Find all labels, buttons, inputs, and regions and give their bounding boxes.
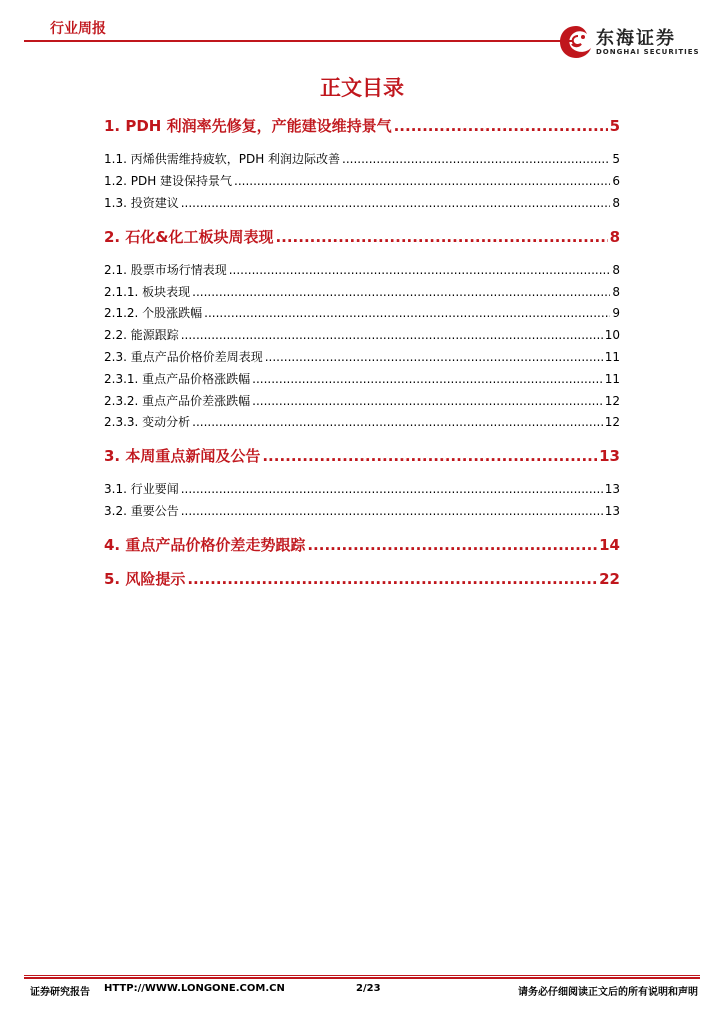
toc-leader-dots (394, 117, 608, 135)
toc-entry-page: 9 (612, 306, 620, 320)
toc-entry-title: 2.1.1. 板块表现 (104, 285, 191, 299)
toc-entry-page: 8 (612, 263, 620, 277)
footer-page-number: 2/23 (356, 983, 381, 994)
dragon-logo-icon (556, 22, 596, 62)
footer-disclaimer: 请务必仔细阅读正文后的所有说明和声明 (518, 987, 698, 998)
toc-entry-page: 10 (604, 328, 620, 342)
toc-leader-dots (252, 372, 603, 386)
toc-leader-dots (262, 447, 597, 465)
toc-entry-title: 2.3.1. 重点产品价格涨跌幅 (104, 372, 251, 386)
toc-entry-page: 11 (604, 350, 620, 364)
toc-leader-dots (181, 482, 603, 496)
toc-entry-title: 2.3.3. 变动分析 (104, 415, 191, 429)
toc-entry-title: 2. 石化&化工板块周表现 (104, 228, 274, 246)
toc-leader-dots (229, 263, 611, 277)
toc-entry-page: 13 (604, 504, 620, 518)
footer-report-label: 证券研究报告 (30, 987, 90, 998)
toc-leader-dots (275, 228, 607, 246)
toc-entry-page: 8 (612, 196, 620, 210)
toc-entry-page: 6 (612, 174, 620, 188)
toc-entry[interactable] (104, 226, 620, 247)
toc-entry-title: 1.1. 丙烯供需维持疲软，PDH 利润边际改善 (104, 152, 341, 166)
toc-entry-title: 1. PDH 利润率先修复，产能建设维持景气 (104, 117, 392, 135)
toc-entry-page: 5 (612, 152, 620, 166)
toc-leader-dots (181, 504, 603, 518)
footer-rule (24, 975, 700, 976)
toc-entry-title: 3. 本周重点新闻及公告 (104, 447, 261, 465)
toc-leader-dots (252, 394, 603, 408)
toc-entry[interactable] (104, 445, 620, 466)
toc-entry-title: 2.2. 能源跟踪 (104, 328, 179, 342)
toc-entry-title: 2.3.2. 重点产品价差涨跌幅 (104, 394, 251, 408)
toc-entry[interactable] (104, 283, 620, 300)
toc-entry[interactable] (104, 115, 620, 136)
report-type-tag: 行业周报 (50, 21, 106, 37)
toc-entry[interactable] (104, 413, 620, 430)
toc-entry[interactable] (104, 172, 620, 189)
toc-entry-title: 2.1. 股票市场行情表现 (104, 263, 227, 277)
toc-entry-page: 14 (599, 536, 620, 554)
toc-leader-dots (307, 536, 597, 554)
toc-entry[interactable] (104, 194, 620, 211)
toc-leader-dots (234, 174, 610, 188)
toc-leader-dots (265, 350, 603, 364)
toc-entry-page: 22 (599, 570, 620, 588)
footer-website-link[interactable]: HTTP://WWW.LONGONE.COM.CN (104, 983, 285, 994)
toc-entry[interactable] (104, 326, 620, 343)
toc-entry-page: 11 (604, 372, 620, 386)
toc-entry-title: 2.1.2. 个股涨跌幅 (104, 306, 203, 320)
toc-entry[interactable] (104, 150, 620, 167)
toc-entry-title: 3.2. 重要公告 (104, 504, 179, 518)
toc-leader-dots (181, 196, 611, 210)
toc-entry-title: 1.3. 投资建议 (104, 196, 179, 210)
company-logo (556, 22, 706, 62)
toc-title: 正文目录 (320, 76, 404, 100)
logo-english-name: DONGHAI SECURITIES (596, 48, 700, 56)
toc-entry-page: 13 (599, 447, 620, 465)
toc-entry-page: 8 (609, 228, 620, 246)
toc-leader-dots (192, 285, 610, 299)
toc-entry-title: 2.3. 重点产品价格价差周表现 (104, 350, 263, 364)
toc-entry-title: 1.2. PDH 建设保持景气 (104, 174, 233, 188)
toc-entry-page: 12 (604, 415, 620, 429)
toc-leader-dots (342, 152, 610, 166)
toc-entry[interactable] (104, 348, 620, 365)
toc-entry[interactable] (104, 304, 620, 321)
toc-leader-dots (204, 306, 610, 320)
header-rule (24, 40, 572, 42)
toc-entry[interactable] (104, 568, 620, 589)
footer-rule-thick (24, 977, 700, 979)
toc-entry-title: 3.1. 行业要闻 (104, 482, 179, 496)
toc-entry[interactable] (104, 370, 620, 387)
toc-entry-title: 4. 重点产品价格价差走势跟踪 (104, 536, 306, 554)
toc-entry[interactable] (104, 480, 620, 497)
toc-entry[interactable] (104, 534, 620, 555)
toc-leader-dots (192, 415, 603, 429)
toc-leader-dots (181, 328, 603, 342)
toc-entry-page: 8 (612, 285, 620, 299)
toc-entry-page: 12 (604, 394, 620, 408)
toc-entry-page: 5 (609, 117, 620, 135)
toc-entry[interactable] (104, 261, 620, 278)
toc-entry-title: 5. 风险提示 (104, 570, 186, 588)
toc-entry[interactable] (104, 392, 620, 409)
toc-leader-dots (187, 570, 597, 588)
toc-entry-page: 13 (604, 482, 620, 496)
toc-entry[interactable] (104, 502, 620, 519)
logo-chinese-name: 东海证券 (596, 28, 676, 49)
